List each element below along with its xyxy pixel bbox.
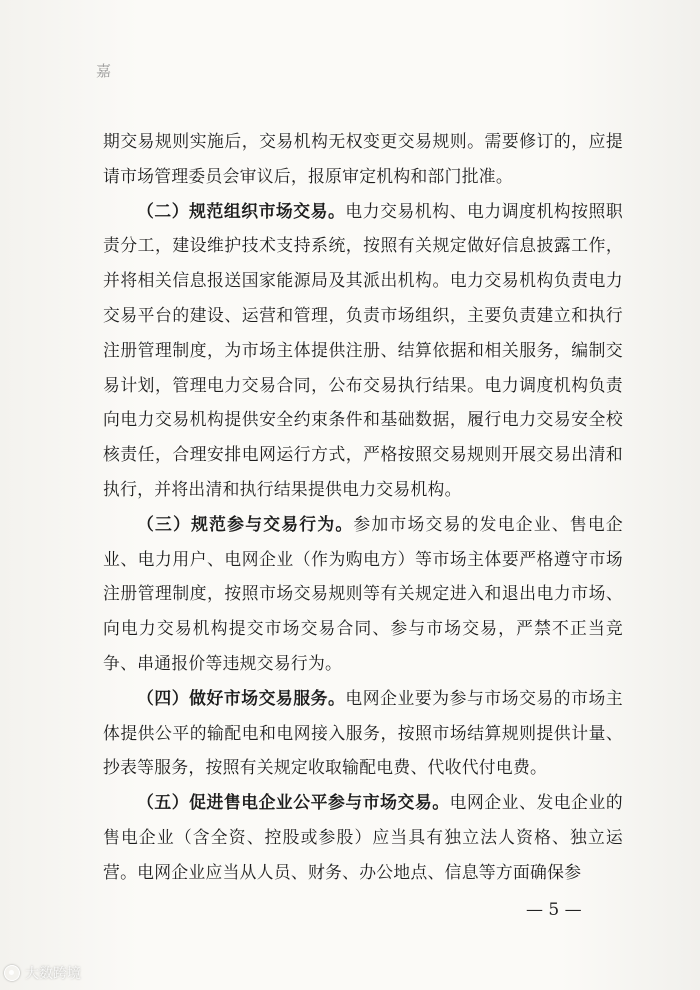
- paragraph-3-text: 参加市场交易的发电企业、售电企业、电力用户、电网企业（作为购电方）等市场主体要严格遵守市场注册管理制度，按照市场交易规则等有关规定进入和退出电力市场、向电力交易机构提交市场交易合同、参与市场交易，严禁不正当竞争、串通报价等违规交易行为。: [103, 513, 623, 673]
- paragraph-4-text: 电网企业要为参与市场交易的市场主体提供公平的输配电和电网接入服务，按照市场结算规则提供计量、抄表等服务，按照有关规定收取输配电费、代收代付电费。: [103, 687, 623, 778]
- paragraph-2-heading: （二）规范组织市场交易。: [137, 200, 346, 221]
- watermark: [4, 963, 81, 983]
- paragraph-1: [103, 124, 623, 194]
- paragraph-2: [103, 194, 623, 507]
- paragraph-3: [103, 507, 623, 681]
- paragraph-4: [103, 681, 623, 785]
- paragraph-4-heading: （四）做好市场交易服务。: [137, 687, 346, 708]
- paragraph-2-text: 电力交易机构、电力调度机构按照职责分工，建设维护技术支持系统，按照有关规定做好信息披露工作，并将相关信息报送国家能源局及其派出机构。电力交易机构负责电力交易平台的建设、运营和管理，负责市场组织，主要负责建立和执行注册管理制度，为市场主体提供注册、结算依据和相关服务，编制交易计划，管理电力交易合同，公布交易执行结果。电力调度机构负责向电力交易机构提供安全约束条件和基础数据，履行电力交易安全校核责任，合理安排电网运行方式，严格按照交易规则开展交易出清和执行，并将出清和执行结果提供电力交易机构。: [103, 200, 623, 499]
- paragraph-5-heading: （五）促进售电企业公平参与市场交易。: [137, 792, 450, 813]
- watermark-text: 大数跨境: [25, 966, 81, 982]
- paragraph-5: [103, 785, 623, 889]
- corner-mark: 嘉: [96, 62, 112, 80]
- paragraph-5-text: 电网企业、发电企业的售电企业（含全资、控股或参股）应当具有独立法人资格、独立运营。电网企业应当从人员、财务、办公地点、信息等方面确保参: [103, 792, 623, 882]
- paragraph-3-heading: （三）规范参与交易行为。: [137, 513, 354, 534]
- body-text: [103, 124, 623, 890]
- watermark-logo-icon: [4, 965, 20, 981]
- page-number: — 5 —: [526, 900, 582, 920]
- paragraph-1-text: 期交易规则实施后，交易机构无权变更交易规则。需要修订的，应提请市场管理委员会审议后，报原审定机构和部门批准。: [103, 131, 623, 186]
